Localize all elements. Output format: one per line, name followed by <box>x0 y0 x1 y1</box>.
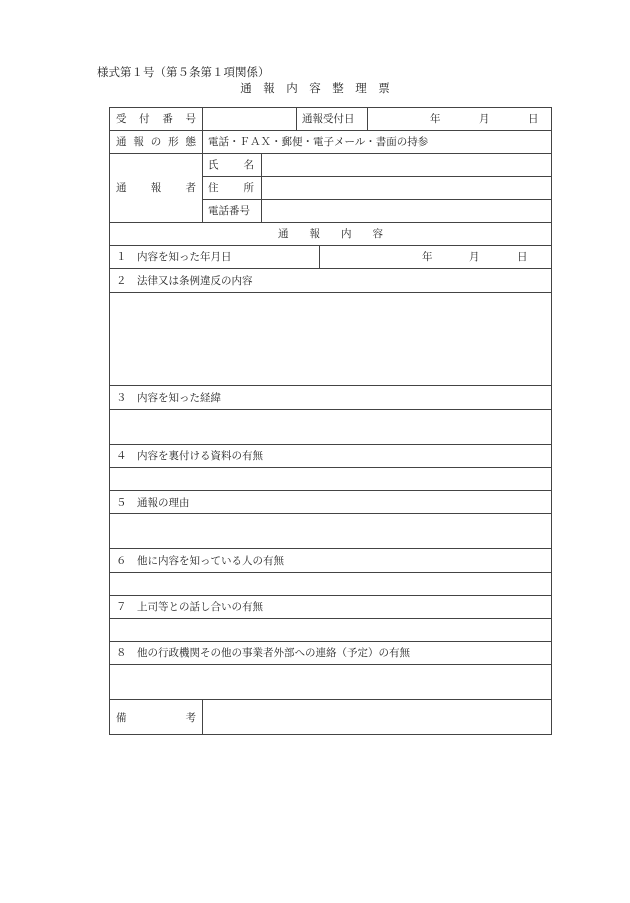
report-form-options: 電話・ＦＡＸ・郵便・電子メール・書面の持参 <box>208 136 429 148</box>
item-1-day: 日 <box>517 251 528 263</box>
report-content-header: 通 報 内 容 <box>278 228 383 240</box>
item-7-label: ７ 上司等との話し合いの有無 <box>116 601 263 613</box>
report-form-table <box>109 107 552 735</box>
reporter-label: 通 報 者 <box>116 182 196 194</box>
item-6-label: ６ 他に内容を知っている人の有無 <box>116 555 284 567</box>
receipt-date-month: 月 <box>479 113 490 125</box>
remarks-label: 備 考 <box>116 712 196 724</box>
reporter-phone-label: 電話番号 <box>208 205 250 217</box>
receipt-number-label: 受 付 番 号 <box>116 113 196 125</box>
receipt-date-label: 通報受付日 <box>302 113 355 125</box>
item-8-label: ８ 他の行政機関その他の事業者外部への連絡（予定）の有無 <box>116 647 410 659</box>
item-1-year: 年 <box>422 251 433 263</box>
form-number: 様式第１号（第５条第１項関係） <box>97 65 270 79</box>
item-2-label: ２ 法律又は条例違反の内容 <box>116 275 253 287</box>
item-1-label: １ 内容を知った年月日 <box>116 251 232 263</box>
item-4-label: ４ 内容を裏付ける資料の有無 <box>116 450 263 462</box>
receipt-date-year: 年 <box>430 113 441 125</box>
item-1-month: 月 <box>469 251 480 263</box>
reporter-address-label: 住 所 <box>208 182 254 194</box>
report-form-label: 通 報 の 形 態 <box>116 136 196 148</box>
receipt-date-day: 日 <box>528 113 539 125</box>
reporter-name-label: 氏 名 <box>208 159 254 171</box>
form-title: 通 報 内 容 整 理 票 <box>240 81 390 95</box>
item-5-label: ５ 通報の理由 <box>116 497 190 509</box>
item-3-label: ３ 内容を知った経緯 <box>116 392 221 404</box>
